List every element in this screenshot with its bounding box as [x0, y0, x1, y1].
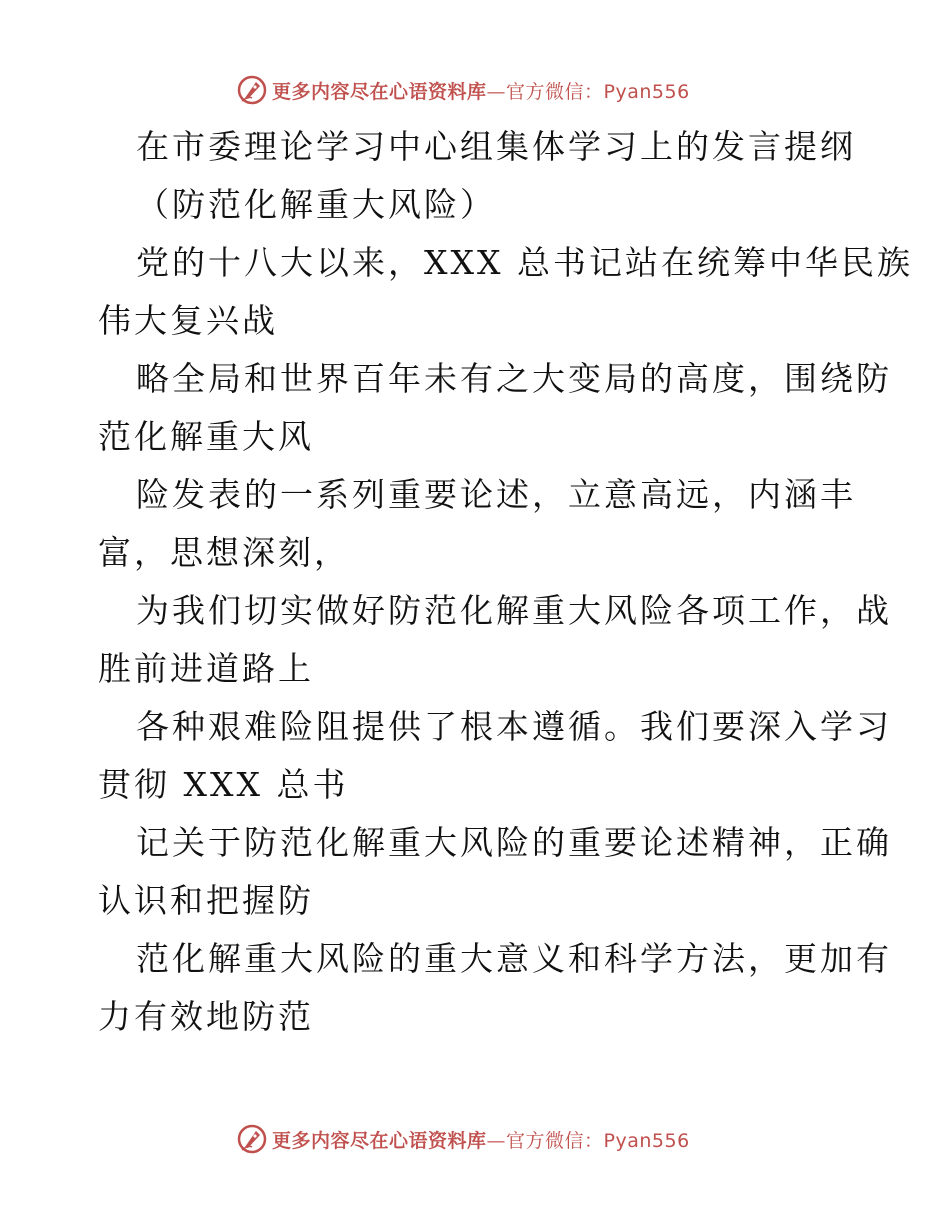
watermark-text: 更多内容尽在心语资料库—官方微信：Pyan556 — [272, 1129, 690, 1152]
header-watermark — [236, 73, 690, 107]
paragraph-7-line-1: 范化解重大风险的重大意义和科学方法，更加有 — [136, 939, 892, 978]
paragraph-5-line-2: 贯彻 XXX 总书 — [98, 765, 349, 804]
document-subtitle: （防范化解重大风险） — [136, 185, 496, 224]
paragraph-4-line-2: 胜前进道路上 — [98, 649, 314, 688]
paragraph-7-line-2: 力有效地防范 — [98, 997, 314, 1036]
paragraph-3-line-1: 险发表的一系列重要论述，立意高远，内涵丰 — [136, 475, 856, 514]
paragraph-5-line-1: 各种艰难险阻提供了根本遵循。我们要深入学习 — [136, 707, 892, 746]
paragraph-6-line-1: 记关于防范化解重大风险的重要论述精神，正确 — [136, 823, 892, 862]
footer-watermark — [236, 1122, 690, 1156]
paragraph-2-line-1: 略全局和世界百年未有之大变局的高度，围绕防 — [136, 359, 892, 398]
watermark-text: 更多内容尽在心语资料库—官方微信：Pyan556 — [272, 80, 690, 103]
paragraph-1-line-2: 伟大复兴战 — [98, 301, 278, 340]
document-title: 在市委理论学习中心组集体学习上的发言提纲 — [136, 127, 856, 166]
pen-nib-logo-icon — [236, 74, 268, 106]
paragraph-1-line-1: 党的十八大以来，XXX 总书记站在统筹中华民族 — [136, 243, 913, 282]
paragraph-3-line-2: 富，思想深刻， — [98, 533, 350, 572]
pen-nib-logo-icon — [236, 1123, 268, 1155]
paragraph-2-line-2: 范化解重大风 — [98, 417, 314, 456]
paragraph-6-line-2: 认识和把握防 — [98, 881, 314, 920]
paragraph-4-line-1: 为我们切实做好防范化解重大风险各项工作，战 — [136, 591, 892, 630]
document-body — [98, 118, 913, 1046]
